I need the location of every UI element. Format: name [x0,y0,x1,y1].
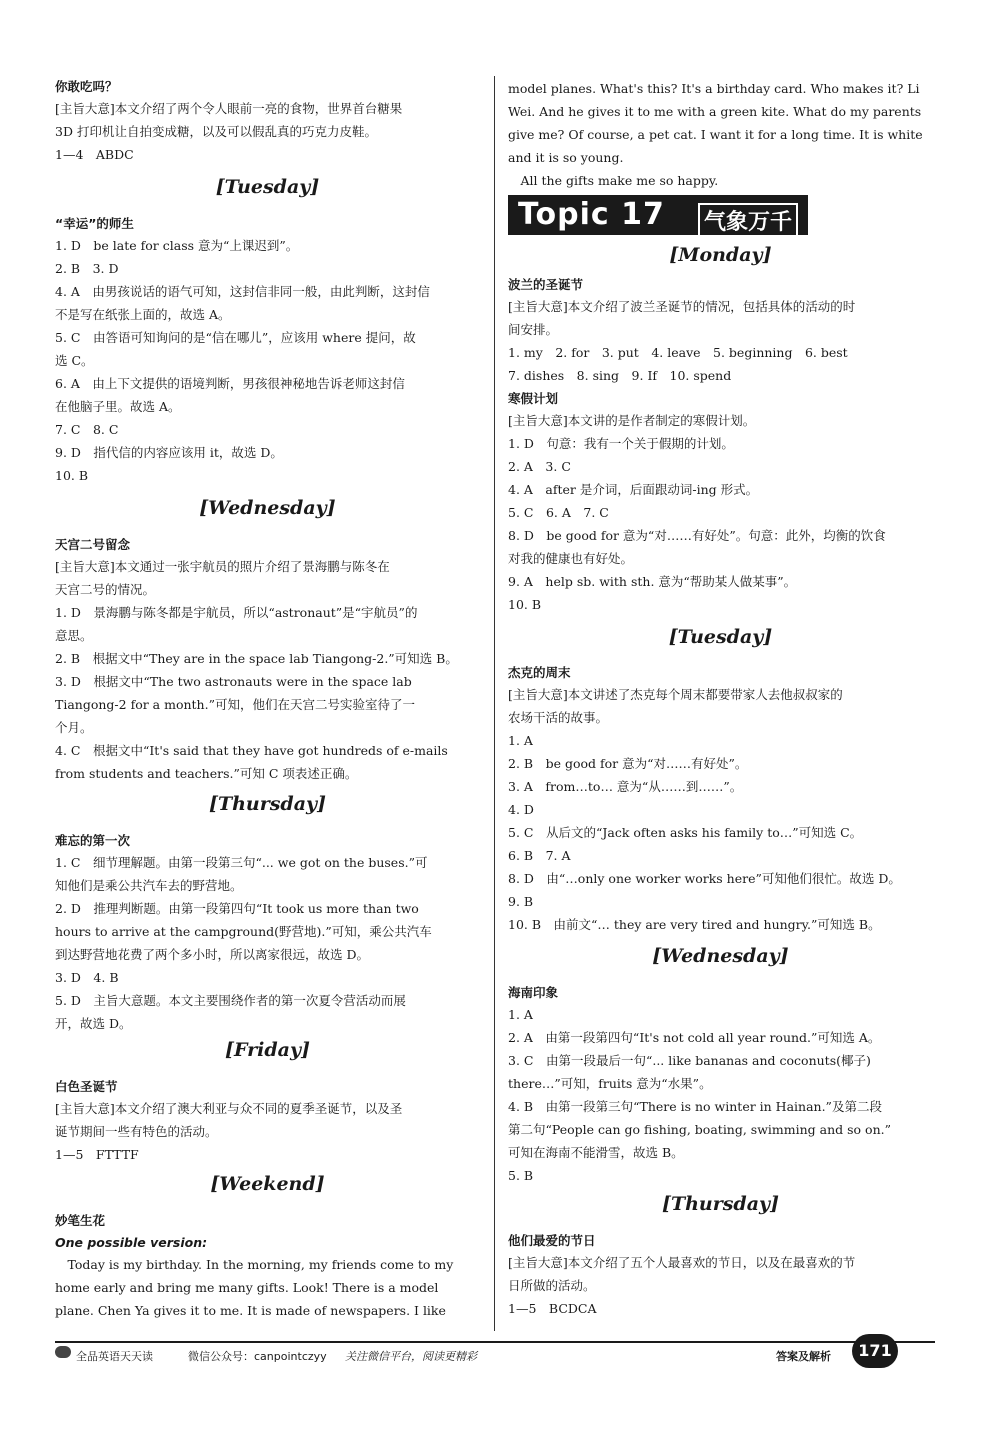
topic-title: 气象万千 [698,203,798,238]
section-title: 海南印象 [508,985,559,1000]
text-line: 1—4 ABDC [55,147,134,162]
text-line: 2. A 由第一段第四句“It's not cold all year round.”可知选 A。 [508,1030,881,1045]
footer-section: 答案及解析 [776,1350,831,1363]
day-heading: [Thursday] [661,1193,780,1215]
text-line: 3. D 根据文中“The two astronauts were in the space lab [55,674,412,689]
page-number: 171 [852,1334,898,1368]
text-line: 10. B [55,468,89,483]
section-title: 妙笔生花 [55,1213,106,1228]
text-line: 4. A after 是介词，后面跟动词-ing 形式。 [508,482,759,497]
text-line: Tiangong-2 for a month.”可知，他们在天宫二号实验室待了一 [55,697,415,712]
text-line: 个月。 [55,720,93,735]
text-line: from students and teachers.”可知 C 项表述正确。 [55,766,358,781]
text-line: 5. C 从后文的“Jack often asks his family to…”可知选 C。 [508,825,863,840]
text-line: 天宫二号的情况。 [55,582,156,597]
topic-number: Topic 17 [518,197,665,232]
text-line: 2. B 根据文中“They are in the space lab Tiangong-2.”可知选 B。 [55,651,458,666]
text-line: 9. D 指代信的内容应该用 it，故选 D。 [55,445,283,460]
text-line: 1—5 BCDCA [508,1301,597,1316]
text-line: home early and bring me many gifts. Look! There is a model [55,1280,439,1295]
day-heading: [Weekend] [210,1173,325,1195]
text-line: 3. A from…to… 意为“从……到……”。 [508,779,743,794]
text-line: 农场干活的故事。 [508,710,609,725]
section-title: 你敢吃吗？ [55,79,118,94]
text-line: 5. C 由答语可知询问的是“信在哪儿”，应该用 where 提问，故 [55,330,416,345]
text-line: 7. C 8. C [55,422,119,437]
column-divider [494,76,495,1331]
text-line: [主旨大意]本文通过一张宇航员的照片介绍了景海鹏与陈冬在 [55,559,390,574]
text-line: 到达野营地花费了两个多小时，所以离家很远，故选 D。 [55,947,369,962]
text-line: hours to arrive at the campground(野营地).”可知，乘公共汽车 [55,924,432,939]
day-heading: [Friday] [225,1039,310,1061]
text-line: 对我的健康也有好处。 [508,551,634,566]
text-line: 5. B [508,1168,534,1183]
topic-banner [508,195,808,235]
text-line: 2. B be good for 意为“对……有好处”。 [508,756,748,771]
text-line: 1. my 2. for 3. put 4. leave 5. beginning 6. best [508,345,848,360]
text-line: Today is my birthday. In the morning, my friends come to my [55,1257,454,1272]
text-line: 在他脑子里。故选 A。 [55,399,181,414]
text-line: 1. D be late for class 意为“上课迟到”。 [55,238,299,253]
text-line: plane. Chen Ya gives it to me. It is made of newspapers. I like [55,1303,446,1318]
text-line: 知他们是乘公共汽车去的野营地。 [55,878,243,893]
section-title: 天宫二号留念 [55,537,131,552]
section-title: 白色圣诞节 [55,1079,118,1094]
day-heading: [Tuesday] [668,626,773,648]
text-line: 4. D [508,802,534,817]
text-line: 2. B 3. D [55,261,119,276]
day-heading: [Wednesday] [199,497,336,519]
day-heading: [Monday] [669,244,772,266]
text-line: 4. C 根据文中“It's said that they have got hundreds of e-mails [55,743,448,758]
text-line: All the gifts make me so happy. [508,173,719,188]
day-heading: [Thursday] [208,793,327,815]
text-line: and it is so young. [508,150,624,165]
text-line: 6. A 由上下文提供的语境判断，男孩很神秘地告诉老师这封信 [55,376,405,391]
text-line: [主旨大意]本文介绍了五个人最喜欢的节日，以及在最喜欢的节 [508,1255,856,1270]
text-line: 4. A 由男孩说话的语气可知，这封信非同一般，由此判断，这封信 [55,284,430,299]
text-line: 2. A 3. C [508,459,571,474]
footer-rule [55,1341,935,1343]
day-heading: [Tuesday] [215,176,320,198]
text-line: 1—5 FTTTF [55,1147,139,1162]
text-line: 选 C。 [55,353,94,368]
text-line: 诞节期间一些有特色的活动。 [55,1124,218,1139]
section-title: 难忘的第一次 [55,833,131,848]
text-line: 3D 打印机让自拍变成糖，以及可以假乱真的巧克力皮鞋。 [55,124,377,139]
text-line: give me? Of course, a pet cat. I want it for a long time. It is white [508,127,923,142]
text-line: 日所做的活动。 [508,1278,596,1293]
text-line: [主旨大意]本文讲述了杰克每个周末都要带家人去他叔叔家的 [508,687,843,702]
section-title: 杰克的周末 [508,665,571,680]
text-line: 10. B [508,597,542,612]
text-line: 1. A [508,733,533,748]
text-line: 不是写在纸张上面的，故选 A。 [55,307,231,322]
text-line: 4. B 由第一段第三句“There is no winter in Hainan.”及第二段 [508,1099,882,1114]
text-line: 1. D 句意：我有一个关于假期的计划。 [508,436,734,451]
day-heading: [Wednesday] [652,945,789,967]
text-line: Wei. And he gives it to me with a green kite. What do my parents [508,104,922,119]
section-title: One possible version: [55,1235,208,1250]
text-line: 开，故选 D。 [55,1016,132,1031]
text-line: 8. D be good for 意为“对……有好处”。句意：此外，均衡的饮食 [508,528,886,543]
brand-logo-icon [55,1346,71,1358]
text-line: 1. C 细节理解题。由第一段第三句“... we got on the buses.”可 [55,855,428,870]
text-line: 意思。 [55,628,93,643]
text-line: 9. B [508,894,534,909]
footer-brand: 全品英语天天读 [76,1350,153,1363]
text-line: 第二句“People can go fishing, boating, swimming and so on.” [508,1122,891,1137]
text-line: 6. B 7. A [508,848,571,863]
text-line: 间安排。 [508,322,559,337]
text-line: 5. C 6. A 7. C [508,505,609,520]
text-line: [主旨大意]本文讲的是作者制定的寒假计划。 [508,413,756,428]
text-line: model planes. What's this? It's a birthday card. Who makes it? Li [508,81,920,96]
section-title: 波兰的圣诞节 [508,277,584,292]
text-line: [主旨大意]本文介绍了波兰圣诞节的情况，包括具体的活动的时 [508,299,856,314]
footer-wechat: 微信公众号：canpointczyy [188,1350,327,1363]
text-line: [主旨大意]本文介绍了澳大利亚与众不同的夏季圣诞节，以及圣 [55,1101,403,1116]
text-line: 可知在海南不能滑雪，故选 B。 [508,1145,684,1160]
section-title: 他们最爱的节日 [508,1233,596,1248]
text-line: 3. C 由第一段最后一句“... like bananas and coconuts(椰子) [508,1053,871,1068]
text-line: 3. D 4. B [55,970,119,985]
text-line: [主旨大意]本文介绍了两个令人眼前一亮的食物，世界首台糖果 [55,101,403,116]
text-line: 10. B 由前文“… they are very tired and hungry.”可知选 B。 [508,917,881,932]
section-title: “幸运”的师生 [55,216,134,231]
text-line: 1. A [508,1007,533,1022]
text-line: there…”可知，fruits 意为“水果”。 [508,1076,712,1091]
text-line: 7. dishes 8. sing 9. If 10. spend [508,368,732,383]
text-line: 2. D 推理判断题。由第一段第四句“It took us more than two [55,901,419,916]
text-line: 5. D 主旨大意题。本文主要围绕作者的第一次夏令营活动而展 [55,993,406,1008]
text-line: 8. D 由“…only one worker works here”可知他们很忙。故选 D。 [508,871,901,886]
text-line: 9. A help sb. with sth. 意为“帮助某人做某事”。 [508,574,797,589]
footer-slogan: 关注微信平台，阅读更精彩 [345,1350,477,1363]
section-title: 寒假计划 [508,391,559,406]
text-line: 1. D 景海鹏与陈冬都是宇航员，所以“astronaut”是“宇航员”的 [55,605,418,620]
